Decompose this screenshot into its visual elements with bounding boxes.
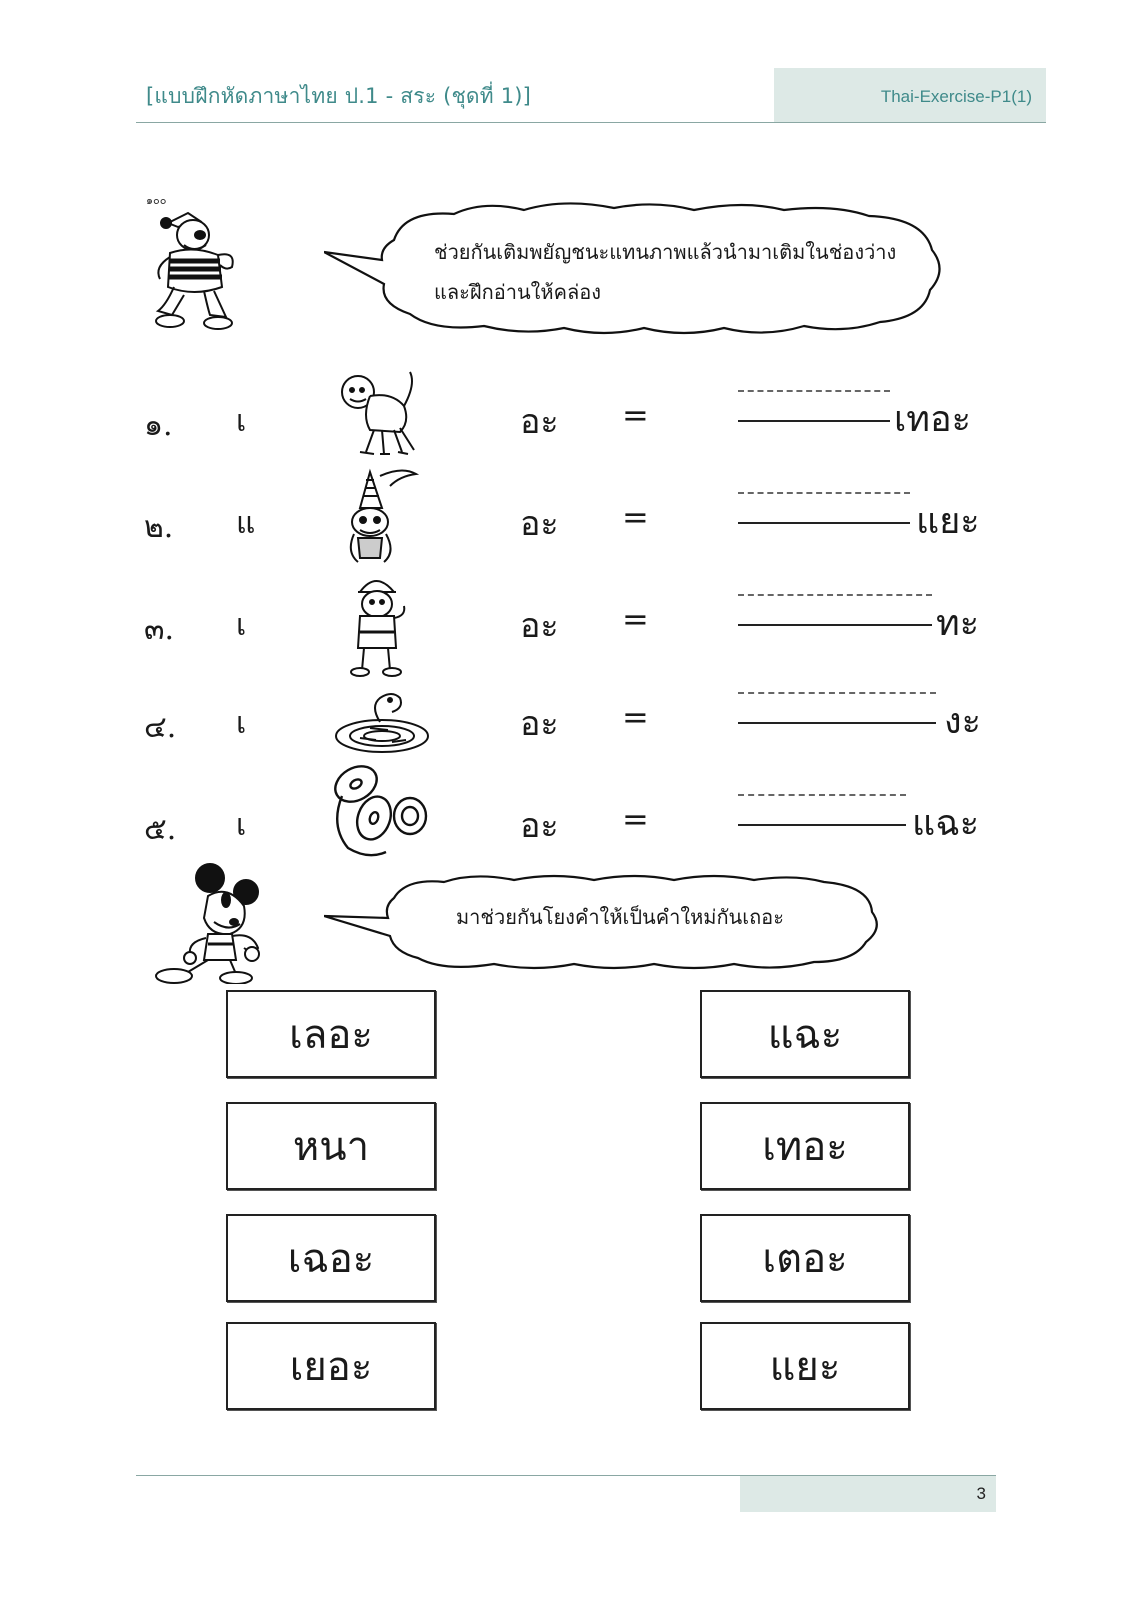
- instruction-fill-line1: ช่วยกันเติมพยัญชนะแทนภาพแล้วนำมาเติมในช่องว่าง: [434, 240, 897, 264]
- exercise-row-5: [0, 792, 1132, 862]
- exercise-vowel: เ: [236, 808, 247, 843]
- header-title: [แบบฝึกหัดภาษาไทย ป.1 - สระ (ชุดที่ 1)]: [146, 84, 532, 108]
- match-right-word-2[interactable]: เทอะ: [700, 1102, 910, 1190]
- exercise-answer: แฉะ: [912, 803, 980, 844]
- exercise-row-4: [0, 690, 1132, 760]
- equals-sign: =: [622, 600, 649, 638]
- cymbals-icon: [326, 756, 436, 862]
- exercise-vowel: เ: [236, 608, 247, 643]
- exercise-syllable: อะ: [520, 504, 559, 544]
- exercise-number: ๑.: [144, 408, 173, 443]
- header-code: Thai-Exercise-P1(1): [880, 87, 1032, 106]
- match-left-word-1[interactable]: เลอะ: [226, 990, 436, 1078]
- answer-blank[interactable]: [738, 722, 936, 724]
- answer-dashed-guide: [738, 692, 936, 694]
- equals-sign: =: [622, 498, 649, 536]
- exercise-vowel: เ: [236, 404, 247, 439]
- exercise-answer: งะ: [944, 701, 981, 742]
- exercise-answer: แยะ: [916, 501, 980, 542]
- exercise-syllable: อะ: [520, 402, 559, 442]
- answer-dashed-guide: [738, 390, 890, 392]
- exercise-vowel: เ: [236, 706, 247, 741]
- mouse-character-icon: [148, 862, 268, 984]
- equals-sign: =: [622, 396, 649, 434]
- exercise-syllable: อะ: [520, 704, 559, 744]
- answer-dashed-guide: [738, 594, 932, 596]
- exercise-vowel: แ: [236, 506, 256, 541]
- page-mark: ๑๐๐: [146, 194, 167, 207]
- instruction-match: มาช่วยกันโยงคำให้เป็นคำใหม่กันเถอะ: [456, 905, 784, 929]
- match-right-word-4[interactable]: แยะ: [700, 1322, 910, 1410]
- match-left-word-3[interactable]: เฉอะ: [226, 1214, 436, 1302]
- exercise-row-2: [0, 490, 1132, 560]
- header-code-box: [774, 68, 1046, 123]
- instruction-fill-line2: และฝึกอ่านให้คล่อง: [434, 280, 601, 304]
- monkey-icon: [330, 366, 430, 458]
- soldier-icon: [330, 570, 430, 680]
- equals-sign: =: [622, 698, 649, 736]
- page-number: 3: [976, 1484, 986, 1503]
- answer-dashed-guide: [738, 794, 906, 796]
- exercise-row-3: [0, 592, 1132, 662]
- match-left-word-4[interactable]: เยอะ: [226, 1322, 436, 1410]
- exercise-answer: ทะ: [936, 603, 980, 644]
- answer-dashed-guide: [738, 492, 910, 494]
- answer-blank[interactable]: [738, 824, 906, 826]
- exercise-row-1: [0, 388, 1132, 458]
- exercise-number: ๒.: [144, 510, 174, 545]
- exercise-number: ๕.: [144, 812, 177, 847]
- giant-icon: [330, 468, 430, 564]
- match-left-word-2[interactable]: หนา: [226, 1102, 436, 1190]
- match-right-word-3[interactable]: เตอะ: [700, 1214, 910, 1302]
- clown-character-icon: [148, 205, 243, 335]
- header-divider: [136, 122, 1046, 123]
- answer-blank[interactable]: [738, 624, 932, 626]
- equals-sign: =: [622, 800, 649, 838]
- footer-box: [740, 1476, 996, 1512]
- exercise-answer: เทอะ: [894, 399, 971, 440]
- exercise-number: ๔.: [144, 710, 177, 745]
- match-right-word-1[interactable]: แฉะ: [700, 990, 910, 1078]
- exercise-syllable: อะ: [520, 806, 559, 846]
- exercise-syllable: อะ: [520, 606, 559, 646]
- answer-blank[interactable]: [738, 420, 890, 422]
- exercise-number: ๓.: [144, 612, 175, 647]
- answer-blank[interactable]: [738, 522, 910, 524]
- snake-icon: [330, 686, 434, 756]
